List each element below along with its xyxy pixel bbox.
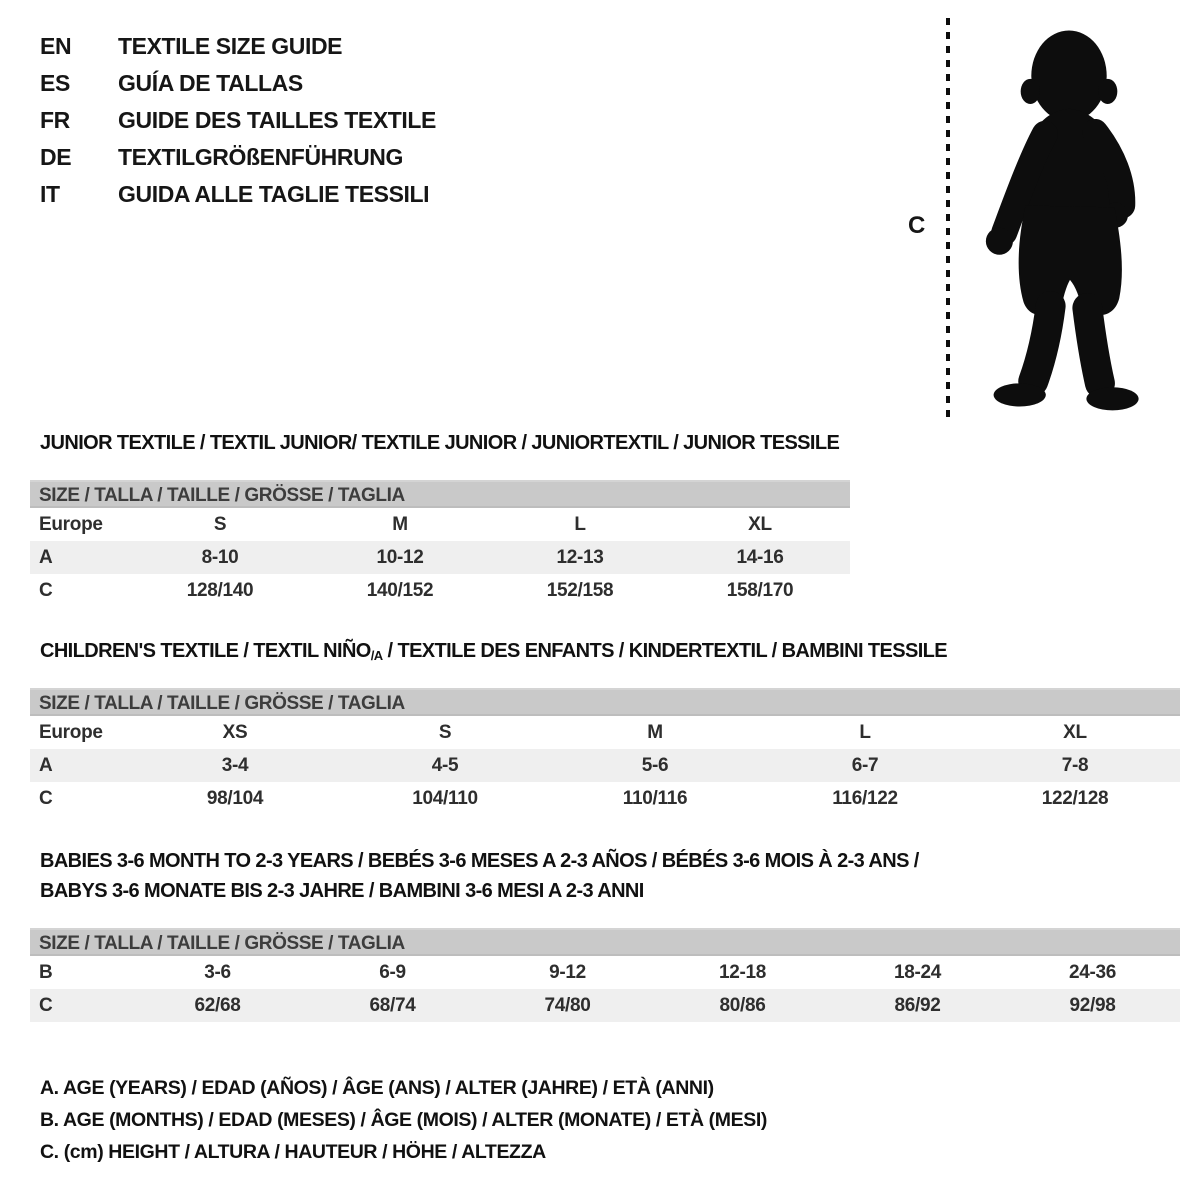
size-cell: S: [438, 721, 452, 743]
size-cell: 14-16: [736, 546, 784, 568]
size-cell: 6-9: [379, 961, 406, 983]
babies-size-table: [30, 928, 1180, 1022]
language-row-es: [40, 65, 436, 102]
language-row-en: [40, 28, 436, 65]
size-cell: 4-5: [431, 754, 459, 776]
size-cell: L: [574, 513, 586, 535]
table-row-height-cm: [30, 782, 1180, 815]
size-cell: 12-18: [718, 961, 767, 983]
size-cell: XS: [222, 721, 248, 743]
language-title: GUIDE DES TAILLES TEXTILE: [118, 107, 436, 133]
row-label: C: [39, 994, 53, 1016]
children-section-title: CHILDREN'S TEXTILE / TEXTIL NIÑO/A / TEXTILE DES ENFANTS / KINDERTEXTIL / BAMBINI TESSILE: [40, 640, 948, 663]
height-measure-label: C: [908, 212, 926, 239]
row-label: Europe: [39, 721, 103, 743]
size-header-bar: SIZE / TALLA / TAILLE / GRÖSSE / TAGLIA: [30, 688, 1180, 716]
language-title: TEXTILGRÖßENFÜHRUNG: [118, 144, 403, 170]
size-cell: M: [647, 721, 663, 743]
size-cell: 152/158: [546, 579, 614, 601]
size-cell: 10-12: [376, 546, 424, 568]
language-row-de: [40, 139, 436, 176]
row-label: A: [39, 754, 53, 776]
section-children-textile: [30, 638, 1180, 815]
size-cell: 128/140: [186, 579, 254, 601]
size-cell: 18-24: [893, 961, 942, 983]
row-label: Europe: [39, 513, 103, 535]
table-row-age-years: [30, 541, 850, 574]
size-cell: 68/74: [369, 994, 416, 1016]
language-code: ES: [40, 70, 70, 96]
toddler-silhouette-icon: [964, 16, 1174, 422]
language-code: DE: [40, 144, 72, 170]
size-cell: 98/104: [206, 787, 264, 809]
table-row-age-years: [30, 749, 1180, 782]
size-header-bar: SIZE / TALLA / TAILLE / GRÖSSE / TAGLIA: [30, 928, 1180, 956]
row-label: B: [39, 961, 53, 983]
babies-section-title-line1: BABIES 3-6 MONTH TO 2-3 YEARS / BEBÉS 3-6 MESES A 2-3 AÑOS / BÉBÉS 3-6 MOIS À 2-3 ANS /: [40, 850, 919, 872]
size-cell: 12-13: [556, 546, 604, 568]
row-label: C: [39, 787, 53, 809]
language-code: FR: [40, 107, 70, 133]
size-cell: 7-8: [1061, 754, 1089, 776]
language-title: GUÍA DE TALLAS: [118, 70, 303, 96]
size-cell: M: [392, 513, 408, 535]
size-cell: 80/86: [719, 994, 766, 1016]
table-row-age-months: [30, 956, 1180, 989]
junior-size-table: [30, 480, 850, 607]
size-cell: 158/170: [726, 579, 794, 601]
size-cell: 92/98: [1069, 994, 1116, 1016]
row-label: C: [39, 579, 53, 601]
babies-section-title-line2: BABYS 3-6 MONATE BIS 2-3 JAHRE / BAMBINI 3-6 MESI A 2-3 ANNI: [40, 880, 644, 902]
junior-section-title: JUNIOR TEXTILE / TEXTIL JUNIOR/ TEXTILE JUNIOR / JUNIORTEXTIL / JUNIOR TESSILE: [40, 432, 840, 454]
language-title-block: [40, 28, 436, 213]
height-figure: [908, 16, 1176, 422]
size-cell: 3-4: [221, 754, 249, 776]
size-cell: 116/122: [832, 787, 898, 809]
language-row-it: [40, 176, 436, 213]
table-row-europe: [30, 508, 850, 541]
language-code: EN: [40, 33, 72, 59]
size-cell: 3-6: [204, 961, 231, 983]
size-cell: 122/128: [1041, 787, 1109, 809]
language-code: IT: [40, 181, 60, 207]
section-junior-textile: [30, 430, 850, 607]
language-title: TEXTILE SIZE GUIDE: [118, 33, 343, 59]
size-header-bar: SIZE / TALLA / TAILLE / GRÖSSE / TAGLIA: [30, 480, 850, 508]
table-row-height-cm: [30, 989, 1180, 1022]
size-cell: 110/116: [622, 787, 688, 809]
size-cell: 140/152: [366, 579, 434, 601]
table-row-height-cm: [30, 574, 850, 607]
size-cell: 86/92: [894, 994, 941, 1016]
height-measure-dashed-line: [946, 18, 950, 418]
size-cell: L: [859, 721, 871, 743]
language-row-fr: [40, 102, 436, 139]
legend-line-b: B. AGE (MONTHS) / EDAD (MESES) / ÂGE (MOIS) / ALTER (MONATE) / ETÀ (MESI): [40, 1109, 767, 1131]
size-cell: 8-10: [201, 546, 239, 568]
size-cell: 5-6: [641, 754, 669, 776]
legend-line-a: A. AGE (YEARS) / EDAD (AÑOS) / ÂGE (ANS) / ALTER (JAHRE) / ETÀ (ANNI): [40, 1077, 714, 1099]
size-cell: 62/68: [194, 994, 241, 1016]
legend-line-c: C. (cm) HEIGHT / ALTURA / HAUTEUR / HÖHE / ALTEZZA: [40, 1141, 546, 1163]
size-cell: 9-12: [549, 961, 586, 983]
table-row-europe: [30, 716, 1180, 749]
size-cell: XL: [748, 513, 772, 535]
size-cell: 24-36: [1068, 961, 1117, 983]
section-babies-textile: [30, 848, 1180, 1022]
size-cell: 6-7: [851, 754, 879, 776]
size-cell: 104/110: [412, 787, 478, 809]
measurement-legend: [40, 1072, 767, 1168]
size-cell: 74/80: [544, 994, 591, 1016]
language-title: GUIDA ALLE TAGLIE TESSILI: [118, 181, 430, 207]
size-cell: S: [213, 513, 227, 535]
size-cell: XL: [1063, 721, 1087, 743]
children-size-table: [30, 688, 1180, 815]
row-label: A: [39, 546, 53, 568]
